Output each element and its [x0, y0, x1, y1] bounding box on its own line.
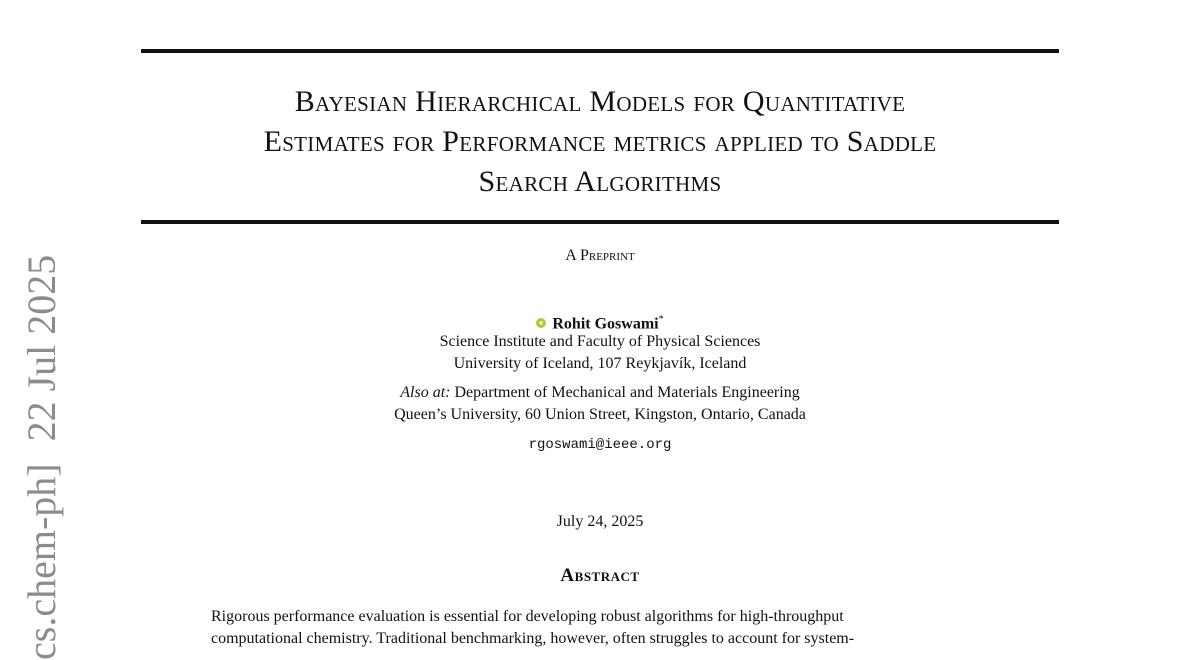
abstract-line: Rigorous performance evaluation is essential for developing robust algorithms for high-throughput [211, 608, 844, 625]
title-line: Search Algorithms [478, 165, 722, 198]
affiliation-line: Science Institute and Faculty of Physical Sciences [439, 333, 761, 350]
abstract-heading: Abstract [560, 565, 640, 586]
orcid-icon[interactable] [536, 318, 546, 328]
arxiv-date: 22 Jul 2025 [19, 254, 64, 442]
arxiv-category: cs.chem-ph] [19, 463, 64, 660]
title-bottom-rule [141, 220, 1059, 224]
author-secondary-affiliation [141, 382, 1059, 426]
title-line: Estimates for Performance metrics applied to Saddle [263, 125, 937, 158]
title-top-rule [141, 49, 1059, 53]
paper-title [141, 82, 1059, 202]
affiliation-line: University of Iceland, 107 Reykjavík, Iceland [453, 355, 747, 372]
affiliation-line [141, 382, 1059, 404]
preprint-label: A Preprint [565, 247, 635, 264]
abstract-body [211, 606, 991, 650]
author-footnote-mark: * [658, 314, 664, 325]
paper-date: July 24, 2025 [556, 513, 644, 530]
arxiv-margin-stamp [19, 254, 64, 660]
also-at-department: Department of Mechanical and Materials Engineering [454, 384, 800, 401]
affiliation-line: Queen’s University, 60 Union Street, Kingston, Ontario, Canada [394, 406, 806, 423]
abstract-line: computational chemistry. Traditional benchmarking, however, often struggles to account for system- [211, 630, 855, 647]
also-at-label: Also at: [400, 384, 451, 401]
author-affiliation [141, 331, 1059, 375]
author-email[interactable]: rgoswami@ieee.org [528, 437, 672, 453]
title-line: Bayesian Hierarchical Models for Quantitative [294, 85, 906, 118]
author-name: Rohit Goswami [552, 315, 659, 333]
